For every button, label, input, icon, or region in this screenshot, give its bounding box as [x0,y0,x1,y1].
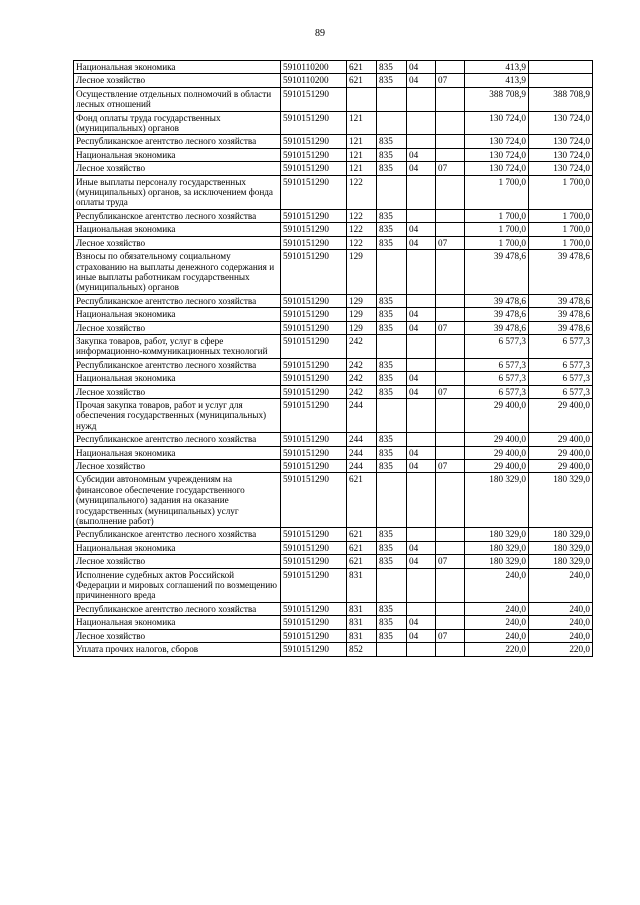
table-row [74,209,593,222]
table-row [74,446,593,459]
target-article-cell: 5910151290 [281,616,347,629]
subsection-cell [436,446,465,459]
amount-2-cell: 388 708,9 [529,87,593,111]
target-article-cell: 5910151290 [281,308,347,321]
table-row [74,111,593,135]
section-cell [407,433,436,446]
target-article-cell: 5910151290 [281,162,347,175]
expense-type-cell: 852 [347,643,377,656]
ministry-code-cell: 835 [377,148,407,161]
target-article-cell: 5910151290 [281,541,347,554]
amount-cell: 1 700,0 [465,223,529,236]
section-cell [407,398,436,432]
section-cell: 04 [407,629,436,642]
ministry-code-cell [377,473,407,528]
item-name-cell: Национальная экономика [74,446,281,459]
amount-2-cell: 39 478,6 [529,250,593,295]
target-article-cell: 5910151290 [281,223,347,236]
subsection-cell [436,250,465,295]
table-row [74,629,593,642]
table-row [74,555,593,568]
expense-type-cell [347,87,377,111]
amount-2-cell: 240,0 [529,616,593,629]
amount-cell: 39 478,6 [465,308,529,321]
section-cell [407,111,436,135]
section-cell [407,294,436,307]
expense-type-cell: 122 [347,223,377,236]
amount-cell: 1 700,0 [465,236,529,249]
table-row [74,358,593,371]
target-article-cell: 5910151290 [281,528,347,541]
ministry-code-cell: 835 [377,616,407,629]
amount-cell: 240,0 [465,568,529,602]
amount-2-cell: 29 400,0 [529,446,593,459]
item-name-cell: Лесное хозяйство [74,629,281,642]
ministry-code-cell: 835 [377,433,407,446]
section-cell: 04 [407,308,436,321]
item-name-cell: Исполнение судебных актов Российской Федерации и мировых соглашений по возмещению причиненного вреда [74,568,281,602]
subsection-cell [436,643,465,656]
subsection-cell [436,61,465,74]
amount-2-cell [529,61,593,74]
amount-cell: 1 700,0 [465,209,529,222]
section-cell: 04 [407,460,436,473]
item-name-cell: Национальная экономика [74,61,281,74]
table-row [74,473,593,528]
section-cell: 04 [407,223,436,236]
expense-type-cell: 129 [347,308,377,321]
expense-type-cell: 129 [347,294,377,307]
expense-type-cell: 242 [347,385,377,398]
section-cell: 04 [407,236,436,249]
subsection-cell [436,602,465,615]
table-row [74,643,593,656]
ministry-code-cell: 835 [377,446,407,459]
ministry-code-cell: 835 [377,223,407,236]
section-cell: 04 [407,74,436,87]
subsection-cell [436,358,465,371]
amount-2-cell: 1 700,0 [529,209,593,222]
item-name-cell: Республиканское агентство лесного хозяйства [74,433,281,446]
target-article-cell: 5910110200 [281,74,347,87]
subsection-cell [436,433,465,446]
ministry-code-cell [377,334,407,358]
section-cell [407,473,436,528]
section-cell [407,334,436,358]
section-cell [407,643,436,656]
target-article-cell: 5910151290 [281,460,347,473]
target-article-cell: 5910151290 [281,321,347,334]
subsection-cell [436,473,465,528]
ministry-code-cell: 835 [377,294,407,307]
section-cell: 04 [407,555,436,568]
expense-type-cell: 129 [347,250,377,295]
item-name-cell: Иные выплаты персоналу государственных (муниципальных) органов, за исключением фонда оплаты труда [74,175,281,209]
table-row [74,148,593,161]
amount-cell: 240,0 [465,629,529,642]
ministry-code-cell [377,398,407,432]
table-row [74,321,593,334]
target-article-cell: 5910151290 [281,294,347,307]
ministry-code-cell [377,111,407,135]
expense-type-cell: 621 [347,528,377,541]
subsection-cell [436,294,465,307]
section-cell: 04 [407,372,436,385]
target-article-cell: 5910151290 [281,398,347,432]
subsection-cell [436,568,465,602]
section-cell [407,135,436,148]
table-row [74,223,593,236]
amount-2-cell: 130 724,0 [529,162,593,175]
expense-type-cell: 121 [347,135,377,148]
section-cell [407,528,436,541]
target-article-cell: 5910151290 [281,111,347,135]
amount-cell: 130 724,0 [465,148,529,161]
section-cell [407,175,436,209]
ministry-code-cell [377,250,407,295]
item-name-cell: Уплата прочих налогов, сборов [74,643,281,656]
amount-cell: 130 724,0 [465,111,529,135]
ministry-code-cell: 835 [377,74,407,87]
section-cell: 04 [407,321,436,334]
amount-2-cell: 29 400,0 [529,398,593,432]
table-body [74,61,593,657]
table-row [74,308,593,321]
table-row [74,334,593,358]
table-row [74,385,593,398]
subsection-cell [436,111,465,135]
expense-type-cell: 242 [347,334,377,358]
amount-2-cell: 39 478,6 [529,321,593,334]
subsection-cell [436,398,465,432]
expense-type-cell: 129 [347,321,377,334]
amount-2-cell: 6 577,3 [529,385,593,398]
item-name-cell: Республиканское агентство лесного хозяйства [74,209,281,222]
section-cell [407,568,436,602]
subsection-cell: 07 [436,236,465,249]
ministry-code-cell: 835 [377,61,407,74]
amount-2-cell: 240,0 [529,629,593,642]
target-article-cell: 5910151290 [281,473,347,528]
ministry-code-cell: 835 [377,372,407,385]
target-article-cell: 5910151290 [281,87,347,111]
amount-2-cell: 6 577,3 [529,358,593,371]
ministry-code-cell: 835 [377,162,407,175]
subsection-cell: 07 [436,74,465,87]
subsection-cell [436,223,465,236]
amount-cell: 1 700,0 [465,175,529,209]
amount-cell: 413,9 [465,61,529,74]
subsection-cell [436,148,465,161]
expense-type-cell: 621 [347,541,377,554]
amount-cell: 220,0 [465,643,529,656]
table-row [74,162,593,175]
subsection-cell [436,209,465,222]
amount-cell: 6 577,3 [465,358,529,371]
section-cell: 04 [407,446,436,459]
item-name-cell: Взносы по обязательному социальному страхованию на выплаты денежного содержания и иные выплаты работникам государственных (муниципальных) органов [74,250,281,295]
item-name-cell: Осуществление отдельных полномочий в области лесных отношений [74,87,281,111]
amount-cell: 39 478,6 [465,294,529,307]
amount-2-cell: 240,0 [529,568,593,602]
subsection-cell [436,616,465,629]
amount-2-cell: 29 400,0 [529,433,593,446]
expense-type-cell: 121 [347,162,377,175]
section-cell [407,358,436,371]
ministry-code-cell: 835 [377,135,407,148]
amount-cell: 39 478,6 [465,321,529,334]
ministry-code-cell: 835 [377,209,407,222]
budget-table [73,60,593,657]
item-name-cell: Республиканское агентство лесного хозяйства [74,358,281,371]
amount-cell: 388 708,9 [465,87,529,111]
expense-type-cell: 831 [347,629,377,642]
item-name-cell: Национальная экономика [74,148,281,161]
amount-cell: 180 329,0 [465,473,529,528]
amount-2-cell: 6 577,3 [529,334,593,358]
section-cell: 04 [407,616,436,629]
item-name-cell: Республиканское агентство лесного хозяйства [74,135,281,148]
expense-type-cell: 621 [347,555,377,568]
amount-cell: 180 329,0 [465,541,529,554]
target-article-cell: 5910151290 [281,446,347,459]
ministry-code-cell [377,175,407,209]
ministry-code-cell [377,87,407,111]
item-name-cell: Республиканское агентство лесного хозяйства [74,602,281,615]
expense-type-cell: 244 [347,398,377,432]
target-article-cell: 5910151290 [281,358,347,371]
amount-cell: 240,0 [465,602,529,615]
subsection-cell [436,334,465,358]
amount-cell: 413,9 [465,74,529,87]
item-name-cell: Национальная экономика [74,541,281,554]
section-cell: 04 [407,541,436,554]
amount-cell: 180 329,0 [465,528,529,541]
expense-type-cell: 831 [347,616,377,629]
amount-2-cell: 39 478,6 [529,294,593,307]
subsection-cell: 07 [436,460,465,473]
expense-type-cell: 122 [347,175,377,209]
item-name-cell: Национальная экономика [74,223,281,236]
table-row [74,568,593,602]
item-name-cell: Фонд оплаты труда государственных (муниципальных) органов [74,111,281,135]
amount-2-cell: 39 478,6 [529,308,593,321]
item-name-cell: Прочая закупка товаров, работ и услуг для обеспечения государственных (муниципальных) нужд [74,398,281,432]
section-cell [407,209,436,222]
table-row [74,87,593,111]
table-row [74,372,593,385]
ministry-code-cell: 835 [377,460,407,473]
section-cell: 04 [407,61,436,74]
table-row [74,294,593,307]
amount-2-cell: 180 329,0 [529,541,593,554]
amount-2-cell: 130 724,0 [529,135,593,148]
ministry-code-cell: 835 [377,236,407,249]
subsection-cell: 07 [436,162,465,175]
subsection-cell [436,135,465,148]
expense-type-cell: 621 [347,61,377,74]
ministry-code-cell: 835 [377,555,407,568]
ministry-code-cell: 835 [377,385,407,398]
ministry-code-cell: 835 [377,321,407,334]
amount-cell: 29 400,0 [465,460,529,473]
ministry-code-cell [377,568,407,602]
page-number: 89 [315,28,325,39]
subsection-cell [436,175,465,209]
expense-type-cell: 244 [347,433,377,446]
amount-cell: 39 478,6 [465,250,529,295]
target-article-cell: 5910151290 [281,602,347,615]
subsection-cell: 07 [436,629,465,642]
table-row [74,61,593,74]
subsection-cell [436,528,465,541]
subsection-cell [436,372,465,385]
target-article-cell: 5910151290 [281,555,347,568]
target-article-cell: 5910151290 [281,433,347,446]
amount-cell: 6 577,3 [465,385,529,398]
item-name-cell: Лесное хозяйство [74,74,281,87]
amount-2-cell: 1 700,0 [529,175,593,209]
ministry-code-cell: 835 [377,541,407,554]
item-name-cell: Закупка товаров, работ, услуг в сфере информационно-коммуникационных технологий [74,334,281,358]
table-row [74,541,593,554]
subsection-cell: 07 [436,555,465,568]
amount-cell: 180 329,0 [465,555,529,568]
expense-type-cell: 242 [347,358,377,371]
target-article-cell: 5910151290 [281,385,347,398]
amount-2-cell: 220,0 [529,643,593,656]
section-cell [407,602,436,615]
amount-2-cell: 6 577,3 [529,372,593,385]
expense-type-cell: 242 [347,372,377,385]
section-cell [407,87,436,111]
ministry-code-cell: 835 [377,528,407,541]
table-row [74,175,593,209]
expense-type-cell: 621 [347,473,377,528]
table-row [74,250,593,295]
target-article-cell: 5910151290 [281,209,347,222]
table-row [74,135,593,148]
target-article-cell: 5910110200 [281,61,347,74]
section-cell: 04 [407,148,436,161]
table-row [74,616,593,629]
target-article-cell: 5910151290 [281,372,347,385]
table-row [74,398,593,432]
item-name-cell: Лесное хозяйство [74,460,281,473]
amount-cell: 130 724,0 [465,162,529,175]
amount-2-cell: 240,0 [529,602,593,615]
subsection-cell [436,87,465,111]
expense-type-cell: 121 [347,148,377,161]
amount-cell: 29 400,0 [465,446,529,459]
section-cell: 04 [407,385,436,398]
amount-2-cell: 180 329,0 [529,555,593,568]
expense-type-cell: 122 [347,209,377,222]
subsection-cell: 07 [436,321,465,334]
ministry-code-cell: 835 [377,308,407,321]
target-article-cell: 5910151290 [281,629,347,642]
table-row [74,528,593,541]
expense-type-cell: 122 [347,236,377,249]
item-name-cell: Лесное хозяйство [74,162,281,175]
amount-cell: 6 577,3 [465,372,529,385]
item-name-cell: Национальная экономика [74,308,281,321]
amount-2-cell: 1 700,0 [529,223,593,236]
item-name-cell: Национальная экономика [74,372,281,385]
target-article-cell: 5910151290 [281,135,347,148]
section-cell [407,250,436,295]
ministry-code-cell [377,643,407,656]
expense-type-cell: 244 [347,460,377,473]
amount-cell: 29 400,0 [465,433,529,446]
item-name-cell: Республиканское агентство лесного хозяйства [74,294,281,307]
amount-2-cell: 130 724,0 [529,111,593,135]
table-row [74,602,593,615]
amount-2-cell [529,74,593,87]
subsection-cell: 07 [436,385,465,398]
expense-type-cell: 121 [347,111,377,135]
target-article-cell: 5910151290 [281,334,347,358]
ministry-code-cell: 835 [377,629,407,642]
ministry-code-cell: 835 [377,602,407,615]
expense-type-cell: 831 [347,568,377,602]
item-name-cell: Лесное хозяйство [74,555,281,568]
item-name-cell: Национальная экономика [74,616,281,629]
table-row [74,236,593,249]
amount-2-cell: 180 329,0 [529,528,593,541]
amount-cell: 130 724,0 [465,135,529,148]
item-name-cell: Субсидии автономным учреждениям на финансовое обеспечение государственного (муниципального) задания на оказание государственных (муниципальных) услуг (выполнение работ) [74,473,281,528]
item-name-cell: Лесное хозяйство [74,385,281,398]
amount-2-cell: 180 329,0 [529,473,593,528]
expense-type-cell: 831 [347,602,377,615]
subsection-cell [436,308,465,321]
subsection-cell [436,541,465,554]
section-cell: 04 [407,162,436,175]
target-article-cell: 5910151290 [281,643,347,656]
target-article-cell: 5910151290 [281,175,347,209]
amount-cell: 240,0 [465,616,529,629]
table-row [74,433,593,446]
amount-cell: 6 577,3 [465,334,529,358]
target-article-cell: 5910151290 [281,148,347,161]
item-name-cell: Лесное хозяйство [74,236,281,249]
ministry-code-cell: 835 [377,358,407,371]
target-article-cell: 5910151290 [281,236,347,249]
amount-cell: 29 400,0 [465,398,529,432]
item-name-cell: Лесное хозяйство [74,321,281,334]
item-name-cell: Республиканское агентство лесного хозяйства [74,528,281,541]
amount-2-cell: 1 700,0 [529,236,593,249]
expense-type-cell: 244 [347,446,377,459]
expense-type-cell: 621 [347,74,377,87]
target-article-cell: 5910151290 [281,250,347,295]
target-article-cell: 5910151290 [281,568,347,602]
table-row [74,460,593,473]
amount-2-cell: 130 724,0 [529,148,593,161]
amount-2-cell: 29 400,0 [529,460,593,473]
table-row [74,74,593,87]
